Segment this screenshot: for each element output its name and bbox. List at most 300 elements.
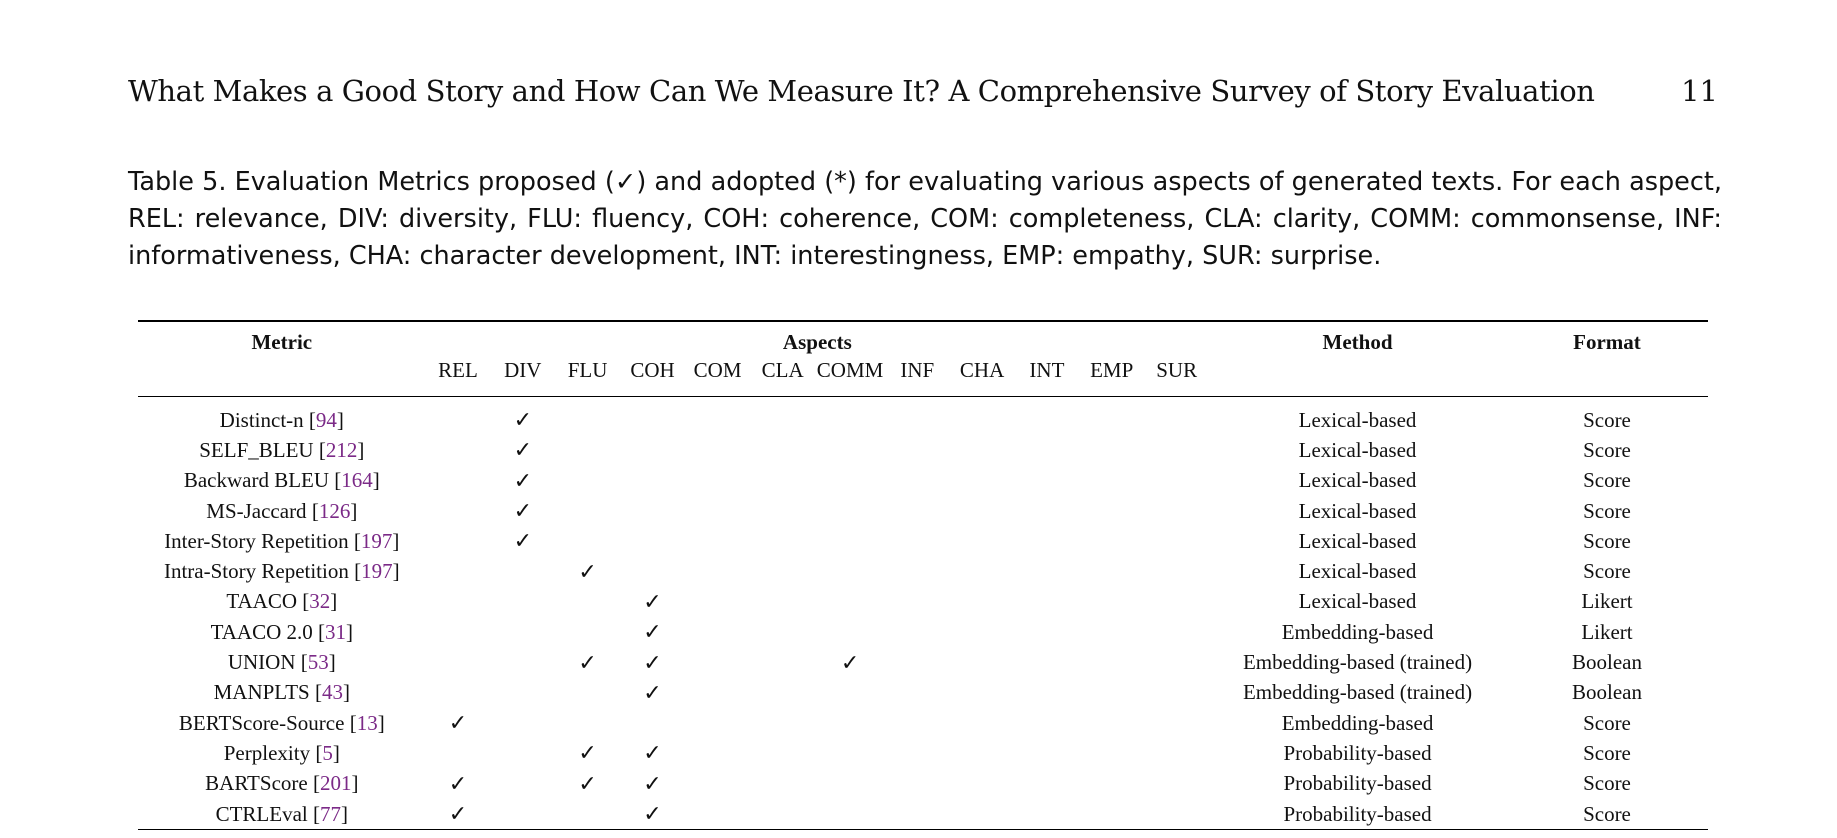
format-cell: Score xyxy=(1583,740,1631,765)
method-cell: Lexical-based xyxy=(1298,468,1417,493)
aspect-cell-emp xyxy=(1079,799,1144,830)
citation-link[interactable]: 13 xyxy=(356,710,378,735)
metric-name: CTRLEval xyxy=(215,801,308,826)
aspect-cell-flu xyxy=(555,617,620,647)
metric-name: MANPLTS xyxy=(213,680,310,705)
page-number: 11 xyxy=(1681,74,1718,108)
aspect-cell-comm xyxy=(815,799,885,830)
aspect-cell-inf xyxy=(885,526,950,556)
format-cell: Score xyxy=(1583,771,1631,796)
aspect-cell-div: ✓ xyxy=(513,498,532,524)
aspect-cell-inf xyxy=(885,647,950,677)
aspect-cell-sur xyxy=(1144,738,1209,768)
aspect-cell-flu xyxy=(555,405,620,435)
metric-name: Perplexity xyxy=(223,740,311,765)
aspect-cell-com xyxy=(685,708,750,738)
metric-header: Metric xyxy=(251,329,313,354)
aspect-cell-flu: ✓ xyxy=(578,649,597,675)
aspect-cell-emp xyxy=(1079,769,1144,799)
method-header: Method xyxy=(1322,329,1393,354)
citation-link[interactable]: 32 xyxy=(309,589,331,614)
aspect-cell-inf xyxy=(885,617,950,647)
aspect-cell-cha xyxy=(950,769,1015,799)
metric-name: TAACO 2.0 xyxy=(210,619,313,644)
aspect-cell-rel xyxy=(426,647,491,677)
aspect-cell-flu xyxy=(555,496,620,526)
aspect-cell-sur xyxy=(1144,769,1209,799)
aspect-cell-coh xyxy=(620,708,685,738)
aspect-cell-comm xyxy=(815,617,885,647)
aspect-cell-div xyxy=(490,799,555,830)
aspect-cell-emp xyxy=(1079,617,1144,647)
aspect-cell-inf xyxy=(885,678,950,708)
aspect-cell-coh: ✓ xyxy=(643,619,662,645)
aspect-cell-cha xyxy=(950,496,1015,526)
table-row xyxy=(138,405,1708,435)
method-cell: Embedding-based xyxy=(1281,619,1434,644)
cite-open-bracket: [ xyxy=(310,740,323,765)
aspect-cell-flu xyxy=(555,466,620,496)
metric-cell xyxy=(138,617,426,647)
aspect-cell-emp xyxy=(1079,647,1144,677)
aspect-cell-rel xyxy=(426,587,491,617)
aspect-cell-rel xyxy=(426,466,491,496)
aspect-cell-comm xyxy=(815,496,885,526)
aspect-cell-emp xyxy=(1079,405,1144,435)
citation-link[interactable]: 201 xyxy=(319,771,352,796)
aspect-cell-emp xyxy=(1079,587,1144,617)
aspect-cell-comm xyxy=(815,738,885,768)
aspect-cell-com xyxy=(685,405,750,435)
aspect-cell-inf xyxy=(885,799,950,830)
aspect-cell-div xyxy=(490,617,555,647)
aspect-cell-cha xyxy=(950,678,1015,708)
aspect-col-comm: COMM xyxy=(816,358,884,382)
table-row xyxy=(138,496,1708,526)
method-cell: Embedding-based xyxy=(1281,710,1434,735)
aspect-cell-coh: ✓ xyxy=(643,801,662,826)
cite-close-bracket: ] xyxy=(377,710,385,735)
empty-subheader xyxy=(1209,358,1506,397)
format-cell: Score xyxy=(1583,437,1631,462)
aspect-col-sur: SUR xyxy=(1156,358,1198,382)
aspect-cell-cla xyxy=(750,617,815,647)
aspect-cell-div xyxy=(490,738,555,768)
aspect-cell-cla xyxy=(750,708,815,738)
table-row xyxy=(138,587,1708,617)
aspect-cell-comm xyxy=(815,556,885,586)
aspect-cell-emp xyxy=(1079,496,1144,526)
aspect-cell-div xyxy=(490,708,555,738)
cite-close-bracket: ] xyxy=(392,528,400,553)
aspect-col-cha: CHA xyxy=(959,358,1005,382)
aspect-cell-inf xyxy=(885,769,950,799)
aspect-cell-cha xyxy=(950,738,1015,768)
cite-open-bracket: [ xyxy=(313,437,326,462)
aspect-cell-int xyxy=(1015,708,1080,738)
format-cell: Score xyxy=(1583,559,1631,584)
format-cell: Score xyxy=(1583,528,1631,553)
aspect-cell-cha xyxy=(950,587,1015,617)
aspect-cell-comm xyxy=(815,435,885,465)
method-cell: Lexical-based xyxy=(1298,437,1417,462)
method-cell: Lexical-based xyxy=(1298,407,1417,432)
aspect-col-cla: CLA xyxy=(761,358,804,382)
aspect-cell-com xyxy=(685,556,750,586)
aspect-cell-inf xyxy=(885,496,950,526)
table-row xyxy=(138,647,1708,677)
aspect-cell-cla xyxy=(750,769,815,799)
aspect-cell-flu xyxy=(555,435,620,465)
aspect-cell-flu xyxy=(555,587,620,617)
bottom-rule xyxy=(138,830,1708,831)
aspect-cell-emp xyxy=(1079,708,1144,738)
table-row xyxy=(138,799,1708,830)
aspect-cell-flu xyxy=(555,678,620,708)
aspect-cell-rel xyxy=(426,526,491,556)
cite-close-bracket: ] xyxy=(357,437,365,462)
aspect-cell-coh xyxy=(620,466,685,496)
aspect-cell-int xyxy=(1015,769,1080,799)
aspect-cell-rel: ✓ xyxy=(448,801,468,826)
aspect-cell-com xyxy=(685,466,750,496)
aspect-cell-comm xyxy=(815,526,885,556)
aspect-cell-rel xyxy=(426,738,491,768)
citation-link[interactable]: 77 xyxy=(320,801,341,826)
aspect-cell-int xyxy=(1015,799,1080,830)
aspect-cell-cha xyxy=(950,526,1015,556)
paper-title: What Makes a Good Story and How Can We Measure It? A Comprehensive Survey of Story Evaluation xyxy=(128,74,1595,108)
citation-link[interactable]: 126 xyxy=(318,498,351,523)
aspect-cell-sur xyxy=(1144,556,1209,586)
table-row xyxy=(138,708,1708,738)
aspect-cell-emp xyxy=(1079,435,1144,465)
aspect-cell-emp xyxy=(1079,678,1144,708)
aspect-cell-cha xyxy=(950,617,1015,647)
table-row xyxy=(138,466,1708,496)
aspect-cell-com xyxy=(685,435,750,465)
method-cell: Lexical-based xyxy=(1298,559,1417,584)
aspect-cell-div xyxy=(490,678,555,708)
aspect-cell-coh xyxy=(620,496,685,526)
aspect-col-inf: INF xyxy=(900,358,935,382)
table-row xyxy=(138,738,1708,768)
aspect-cell-int xyxy=(1015,556,1080,586)
aspect-cell-inf xyxy=(885,738,950,768)
aspect-cell-cla xyxy=(750,647,815,677)
format-cell: Score xyxy=(1583,468,1631,493)
metric-cell xyxy=(138,799,426,830)
method-cell: Lexical-based xyxy=(1298,528,1417,553)
aspect-cell-com xyxy=(685,769,750,799)
aspect-cell-sur xyxy=(1144,678,1209,708)
aspect-cell-int xyxy=(1015,466,1080,496)
cite-close-bracket: ] xyxy=(392,559,400,584)
metric-name: TAACO xyxy=(226,589,297,614)
aspect-cell-rel xyxy=(426,405,491,435)
aspect-cell-com xyxy=(685,799,750,830)
empty-subheader xyxy=(138,358,426,397)
metric-name: BARTScore xyxy=(205,771,308,796)
aspect-col-emp: EMP xyxy=(1090,358,1134,382)
aspect-cell-emp xyxy=(1079,466,1144,496)
table-row xyxy=(138,435,1708,465)
aspect-cell-com xyxy=(685,617,750,647)
aspect-col-coh: COH xyxy=(630,358,675,382)
citation-link[interactable]: 164 xyxy=(341,468,373,493)
aspect-cell-sur xyxy=(1144,799,1209,830)
aspect-cell-cla xyxy=(750,496,815,526)
aspect-cell-cla xyxy=(750,526,815,556)
metric-name: UNION xyxy=(227,650,296,675)
aspect-cell-cla xyxy=(750,435,815,465)
cite-open-bracket: [ xyxy=(295,650,308,675)
aspect-cell-comm xyxy=(815,587,885,617)
aspect-cell-com xyxy=(685,587,750,617)
aspect-cell-com xyxy=(685,526,750,556)
metric-cell xyxy=(138,466,426,496)
aspect-cell-int xyxy=(1015,617,1080,647)
aspect-cell-rel xyxy=(426,435,491,465)
cite-open-bracket: [ xyxy=(307,771,320,796)
citation-link[interactable]: 94 xyxy=(315,407,337,432)
aspect-cell-com xyxy=(685,678,750,708)
aspect-cell-emp xyxy=(1079,556,1144,586)
aspect-cell-cla xyxy=(750,556,815,586)
method-cell: Lexical-based xyxy=(1298,589,1417,614)
aspect-cell-int xyxy=(1015,526,1080,556)
format-header: Format xyxy=(1573,329,1641,354)
format-cell: Likert xyxy=(1581,619,1633,644)
metric-name: Intra-Story Repetition xyxy=(163,559,349,584)
cite-close-bracket: ] xyxy=(330,589,338,614)
aspect-cell-div: ✓ xyxy=(513,407,532,433)
aspect-cell-com xyxy=(685,647,750,677)
aspect-cell-coh xyxy=(620,405,685,435)
aspect-cell-div xyxy=(490,556,555,586)
table-row xyxy=(138,617,1708,647)
aspect-subheader-row xyxy=(138,358,1708,397)
caption-text: Table 5. Evaluation Metrics proposed (✓) and adopted (*) for evaluating various aspects of generated texts. For each aspect, REL: relevance, DIV: diversity, FLU: fluency, COH: coherence, COM: completeness, CLA: clarity, COMM: commonsense, INF: informativeness, CHA: character development, INT: interestingness, EMP: empathy, SUR: surprise. xyxy=(128,167,1722,271)
metrics-table-container xyxy=(138,320,1708,830)
aspect-cell-div xyxy=(490,769,555,799)
aspect-cell-coh: ✓ xyxy=(643,649,662,675)
aspect-cell-coh xyxy=(620,556,685,586)
aspect-cell-inf xyxy=(885,587,950,617)
aspect-cell-flu xyxy=(555,799,620,830)
cite-open-bracket: [ xyxy=(329,468,342,493)
format-cell: Score xyxy=(1583,710,1631,735)
mid-rule xyxy=(138,397,1708,406)
table-row xyxy=(138,678,1708,708)
aspect-cell-rel: ✓ xyxy=(448,770,468,796)
header-group-row xyxy=(138,321,1708,358)
aspect-cell-int xyxy=(1015,496,1080,526)
method-cell: Probability-based xyxy=(1283,771,1432,796)
cite-open-bracket: [ xyxy=(344,710,357,735)
table-row xyxy=(138,556,1708,586)
aspect-cell-coh: ✓ xyxy=(643,770,662,796)
citation-link[interactable]: 197 xyxy=(360,528,393,553)
metric-name: BERTScore-Source xyxy=(178,710,345,735)
aspect-cell-emp xyxy=(1079,526,1144,556)
cite-close-bracket: ] xyxy=(346,619,353,644)
citation-link[interactable]: 43 xyxy=(321,680,343,705)
metric-cell xyxy=(138,435,426,465)
aspect-cell-div xyxy=(490,647,555,677)
metric-cell xyxy=(138,678,426,708)
format-cell: Boolean xyxy=(1571,650,1642,675)
aspect-cell-rel xyxy=(426,678,491,708)
aspect-cell-cla xyxy=(750,738,815,768)
aspect-cell-inf xyxy=(885,708,950,738)
aspect-cell-inf xyxy=(885,466,950,496)
aspect-cell-div xyxy=(490,587,555,617)
aspect-cell-int xyxy=(1015,647,1080,677)
aspect-cell-div: ✓ xyxy=(513,437,532,463)
citation-link[interactable]: 5 xyxy=(322,740,333,765)
aspect-cell-int xyxy=(1015,738,1080,768)
cite-open-bracket: [ xyxy=(297,589,310,614)
aspect-cell-comm: ✓ xyxy=(840,649,860,675)
cite-open-bracket: [ xyxy=(306,498,319,523)
aspect-cell-rel: ✓ xyxy=(448,710,468,736)
metric-cell xyxy=(138,496,426,526)
aspect-col-div: DIV xyxy=(504,358,542,382)
metric-cell xyxy=(138,738,426,768)
cite-close-bracket: ] xyxy=(341,801,348,826)
aspect-cell-com xyxy=(685,738,750,768)
aspect-cell-comm xyxy=(815,678,885,708)
aspect-col-rel: REL xyxy=(438,358,478,382)
aspect-cell-emp xyxy=(1079,738,1144,768)
aspect-cell-cha xyxy=(950,556,1015,586)
method-cell: Lexical-based xyxy=(1298,498,1417,523)
aspect-col-flu: FLU xyxy=(567,358,608,382)
table-row xyxy=(138,526,1708,556)
aspect-cell-sur xyxy=(1144,617,1209,647)
aspect-cell-comm xyxy=(815,769,885,799)
method-cell: Embedding-based (trained) xyxy=(1242,680,1473,705)
format-cell: Score xyxy=(1583,498,1631,523)
table-caption xyxy=(128,164,1722,275)
aspect-cell-coh: ✓ xyxy=(643,740,662,766)
metric-name: Backward BLEU xyxy=(183,468,330,493)
aspect-cell-cha xyxy=(950,647,1015,677)
table-body xyxy=(138,397,1708,831)
cite-close-bracket: ] xyxy=(342,680,350,705)
metric-cell xyxy=(138,405,426,435)
cite-open-bracket: [ xyxy=(303,407,316,432)
aspect-cell-flu: ✓ xyxy=(578,740,597,766)
aspect-cell-cla xyxy=(750,405,815,435)
aspect-cell-sur xyxy=(1144,587,1209,617)
aspect-cell-div: ✓ xyxy=(513,467,532,493)
metric-name: MS-Jaccard xyxy=(206,498,307,523)
citation-link[interactable]: 212 xyxy=(325,437,358,462)
aspect-cell-sur xyxy=(1144,647,1209,677)
aspect-cell-cha xyxy=(950,466,1015,496)
aspect-cell-cla xyxy=(750,466,815,496)
empty-subheader xyxy=(1506,358,1708,397)
aspect-col-com: COM xyxy=(693,358,742,382)
metric-cell xyxy=(138,708,426,738)
aspect-cell-sur xyxy=(1144,526,1209,556)
aspect-cell-rel xyxy=(426,617,491,647)
cite-close-bracket: ] xyxy=(351,771,359,796)
metrics-table xyxy=(138,320,1708,830)
metric-cell xyxy=(138,769,426,799)
method-cell: Probability-based xyxy=(1283,801,1432,826)
aspect-cell-cha xyxy=(950,799,1015,830)
aspect-cell-sur xyxy=(1144,496,1209,526)
aspect-cell-coh xyxy=(620,435,685,465)
method-cell: Probability-based xyxy=(1283,740,1432,765)
metric-cell xyxy=(138,556,426,586)
aspect-cell-cha xyxy=(950,405,1015,435)
aspect-cell-cha xyxy=(950,435,1015,465)
aspects-header: Aspects xyxy=(782,329,852,354)
aspect-cell-coh xyxy=(620,526,685,556)
aspect-cell-flu xyxy=(555,526,620,556)
citation-link[interactable]: 53 xyxy=(307,650,329,675)
aspect-cell-comm xyxy=(815,405,885,435)
cite-close-bracket: ] xyxy=(336,407,344,432)
cite-close-bracket: ] xyxy=(350,498,358,523)
aspect-cell-flu: ✓ xyxy=(578,770,597,796)
aspect-cell-sur xyxy=(1144,435,1209,465)
aspect-cell-int xyxy=(1015,435,1080,465)
cite-close-bracket: ] xyxy=(372,468,380,493)
aspect-cell-flu xyxy=(555,708,620,738)
aspect-cell-flu: ✓ xyxy=(578,558,597,584)
format-cell: Boolean xyxy=(1571,680,1642,705)
cite-close-bracket: ] xyxy=(328,650,336,675)
aspect-cell-sur xyxy=(1144,405,1209,435)
aspect-cell-comm xyxy=(815,708,885,738)
metric-cell xyxy=(138,526,426,556)
aspect-cell-comm xyxy=(815,466,885,496)
aspect-cell-com xyxy=(685,496,750,526)
aspect-cell-cla xyxy=(750,799,815,830)
metric-name: SELF_BLEU xyxy=(199,437,314,462)
aspect-cell-int xyxy=(1015,587,1080,617)
aspect-cell-div: ✓ xyxy=(513,528,532,554)
metric-name: Distinct-n xyxy=(219,407,304,432)
aspect-cell-coh: ✓ xyxy=(643,588,662,614)
aspect-cell-rel xyxy=(426,556,491,586)
aspect-cell-rel xyxy=(426,496,491,526)
table-row xyxy=(138,769,1708,799)
citation-link[interactable]: 197 xyxy=(361,559,393,584)
aspect-cell-sur xyxy=(1144,466,1209,496)
metric-cell xyxy=(138,647,426,677)
aspect-col-int: INT xyxy=(1029,358,1065,382)
aspect-cell-inf xyxy=(885,556,950,586)
citation-link[interactable]: 31 xyxy=(325,619,346,644)
cite-close-bracket: ] xyxy=(332,740,340,765)
format-cell: Likert xyxy=(1581,589,1633,614)
metric-cell xyxy=(138,587,426,617)
cite-open-bracket: [ xyxy=(309,680,322,705)
metric-name: Inter-Story Repetition xyxy=(164,528,349,553)
aspect-cell-inf xyxy=(885,435,950,465)
aspect-cell-inf xyxy=(885,405,950,435)
aspect-cell-int xyxy=(1015,678,1080,708)
aspect-cell-int xyxy=(1015,405,1080,435)
cite-open-bracket: [ xyxy=(348,528,361,553)
format-cell: Score xyxy=(1583,801,1631,826)
